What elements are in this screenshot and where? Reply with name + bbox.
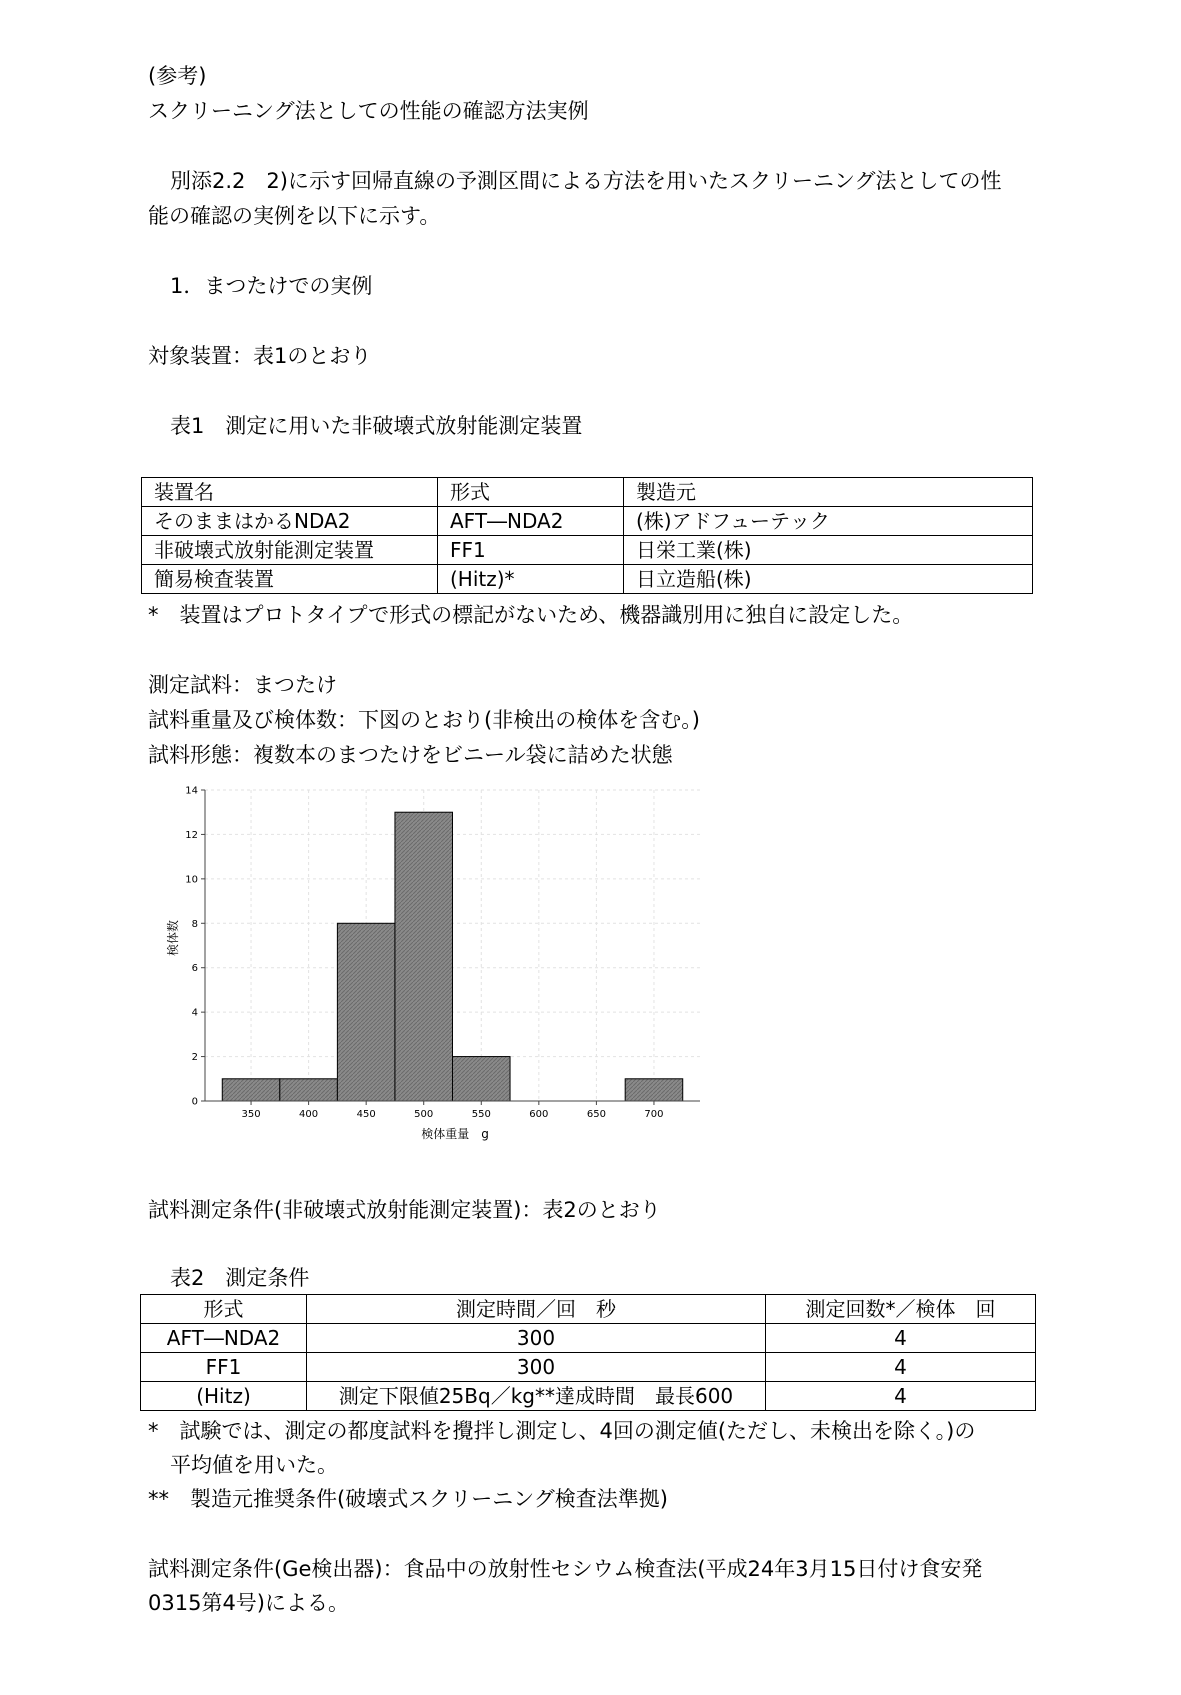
table-cell: 4 — [766, 1353, 1036, 1382]
table-header-cell: 形式 — [438, 478, 624, 507]
table-header-row — [141, 1295, 1036, 1324]
table1-note: * 装置はプロトタイプで形式の標記がないため、機器識別用に独自に設定した。 — [148, 603, 914, 627]
device-table — [141, 477, 1033, 594]
table-cell: そのままはかるNDA2 — [142, 507, 438, 536]
histogram-bar — [625, 1079, 683, 1101]
histogram-bar — [453, 1057, 511, 1101]
y-tick-label: 12 — [185, 829, 198, 841]
table-row — [142, 536, 1033, 565]
table-cell: FF1 — [141, 1353, 307, 1382]
target-device: 対象装置：表1のとおり — [148, 344, 372, 368]
table-cell: 測定下限値25Bq／kg**達成時間 最長600 — [307, 1382, 766, 1411]
table-cell: 300 — [307, 1324, 766, 1353]
y-tick-label: 6 — [191, 963, 198, 975]
histogram-bar — [337, 923, 395, 1101]
y-tick-label: 8 — [191, 918, 198, 930]
table-row — [141, 1353, 1036, 1382]
table-cell: AFT―NDA2 — [438, 507, 624, 536]
table-row — [142, 507, 1033, 536]
y-tick-label: 2 — [191, 1052, 198, 1064]
table2-note-1a: * 試験では、測定の都度試料を攪拌し測定し、4回の測定値(ただし、未検出を除く。)の — [148, 1419, 976, 1443]
x-tick-label: 350 — [241, 1109, 261, 1120]
table-cell: 日栄工業(株) — [624, 536, 1033, 565]
table-header-cell: 測定時間／回 秒 — [307, 1295, 766, 1324]
table-cell: 日立造船(株) — [624, 565, 1033, 594]
reference-label: (参考) — [148, 64, 207, 88]
conditions-nondestructive: 試料測定条件(非破壊式放射能測定装置)：表2のとおり — [148, 1198, 661, 1222]
intro-line-1: 別添2.2 2)に示す回帰直線の予測区間による方法を用いたスクリーニング法としての性 — [170, 169, 1002, 193]
x-tick-label: 400 — [299, 1109, 319, 1120]
y-tick-label: 0 — [191, 1096, 198, 1108]
sample-material: 測定試料：まつたけ — [148, 673, 337, 697]
conditions-ge-line-2: 0315第4号)による。 — [148, 1591, 349, 1615]
x-tick-label: 500 — [414, 1109, 434, 1120]
table-cell: 簡易検査装置 — [142, 565, 438, 594]
table1-caption: 表1 測定に用いた非破壊式放射能測定装置 — [170, 414, 583, 438]
x-tick-label: 700 — [644, 1109, 664, 1120]
table2-note-1b: 平均値を用いた。 — [170, 1453, 338, 1477]
table-header-cell: 装置名 — [142, 478, 438, 507]
sample-weight: 試料重量及び検体数：下図のとおり(非検出の検体を含む。) — [148, 708, 700, 732]
x-axis-label: 検体重量 g — [421, 1127, 489, 1141]
histogram-bar — [222, 1079, 280, 1101]
histogram-bar — [395, 812, 453, 1101]
weight-histogram — [165, 778, 710, 1143]
conditions-ge-line-1: 試料測定条件(Ge検出器)：食品中の放射性セシウム検査法(平成24年3月15日付け食安発 — [148, 1557, 983, 1581]
table-row — [141, 1324, 1036, 1353]
table-header-cell: 形式 — [141, 1295, 307, 1324]
histogram-bar — [280, 1079, 338, 1101]
table-header-cell: 測定回数*／検体 回 — [766, 1295, 1036, 1324]
y-tick-label: 14 — [185, 785, 198, 797]
table-cell: 4 — [766, 1382, 1036, 1411]
page-title: スクリーニング法としての性能の確認方法実例 — [148, 99, 589, 123]
x-tick-label: 550 — [471, 1109, 491, 1120]
table-row — [142, 565, 1033, 594]
table-header-cell: 製造元 — [624, 478, 1033, 507]
y-tick-label: 10 — [185, 874, 198, 886]
x-tick-label: 650 — [586, 1109, 606, 1120]
table-cell: (Hitz)* — [438, 565, 624, 594]
table-row — [141, 1382, 1036, 1411]
table-cell: 非破壊式放射能測定装置 — [142, 536, 438, 565]
table-cell: 300 — [307, 1353, 766, 1382]
table-cell: 4 — [766, 1324, 1036, 1353]
table-cell: FF1 — [438, 536, 624, 565]
table-cell: AFT―NDA2 — [141, 1324, 307, 1353]
table-cell: (Hitz) — [141, 1382, 307, 1411]
y-tick-label: 4 — [191, 1007, 198, 1019]
conditions-table — [140, 1294, 1036, 1411]
sample-form: 試料形態：複数本のまつたけをビニール袋に詰めた状態 — [148, 743, 673, 767]
table-cell: (株)アドフューテック — [624, 507, 1033, 536]
x-tick-label: 450 — [356, 1109, 376, 1120]
table2-note-2: ** 製造元推奨条件(破壊式スクリーニング検査法準拠) — [148, 1487, 668, 1511]
table2-caption: 表2 測定条件 — [170, 1266, 310, 1290]
section-heading: 1．まつたけでの実例 — [170, 274, 373, 298]
x-tick-label: 600 — [529, 1109, 549, 1120]
table-header-row — [142, 478, 1033, 507]
y-axis-label: 検体数 — [166, 919, 180, 957]
intro-line-2: 能の確認の実例を以下に示す。 — [148, 204, 441, 228]
